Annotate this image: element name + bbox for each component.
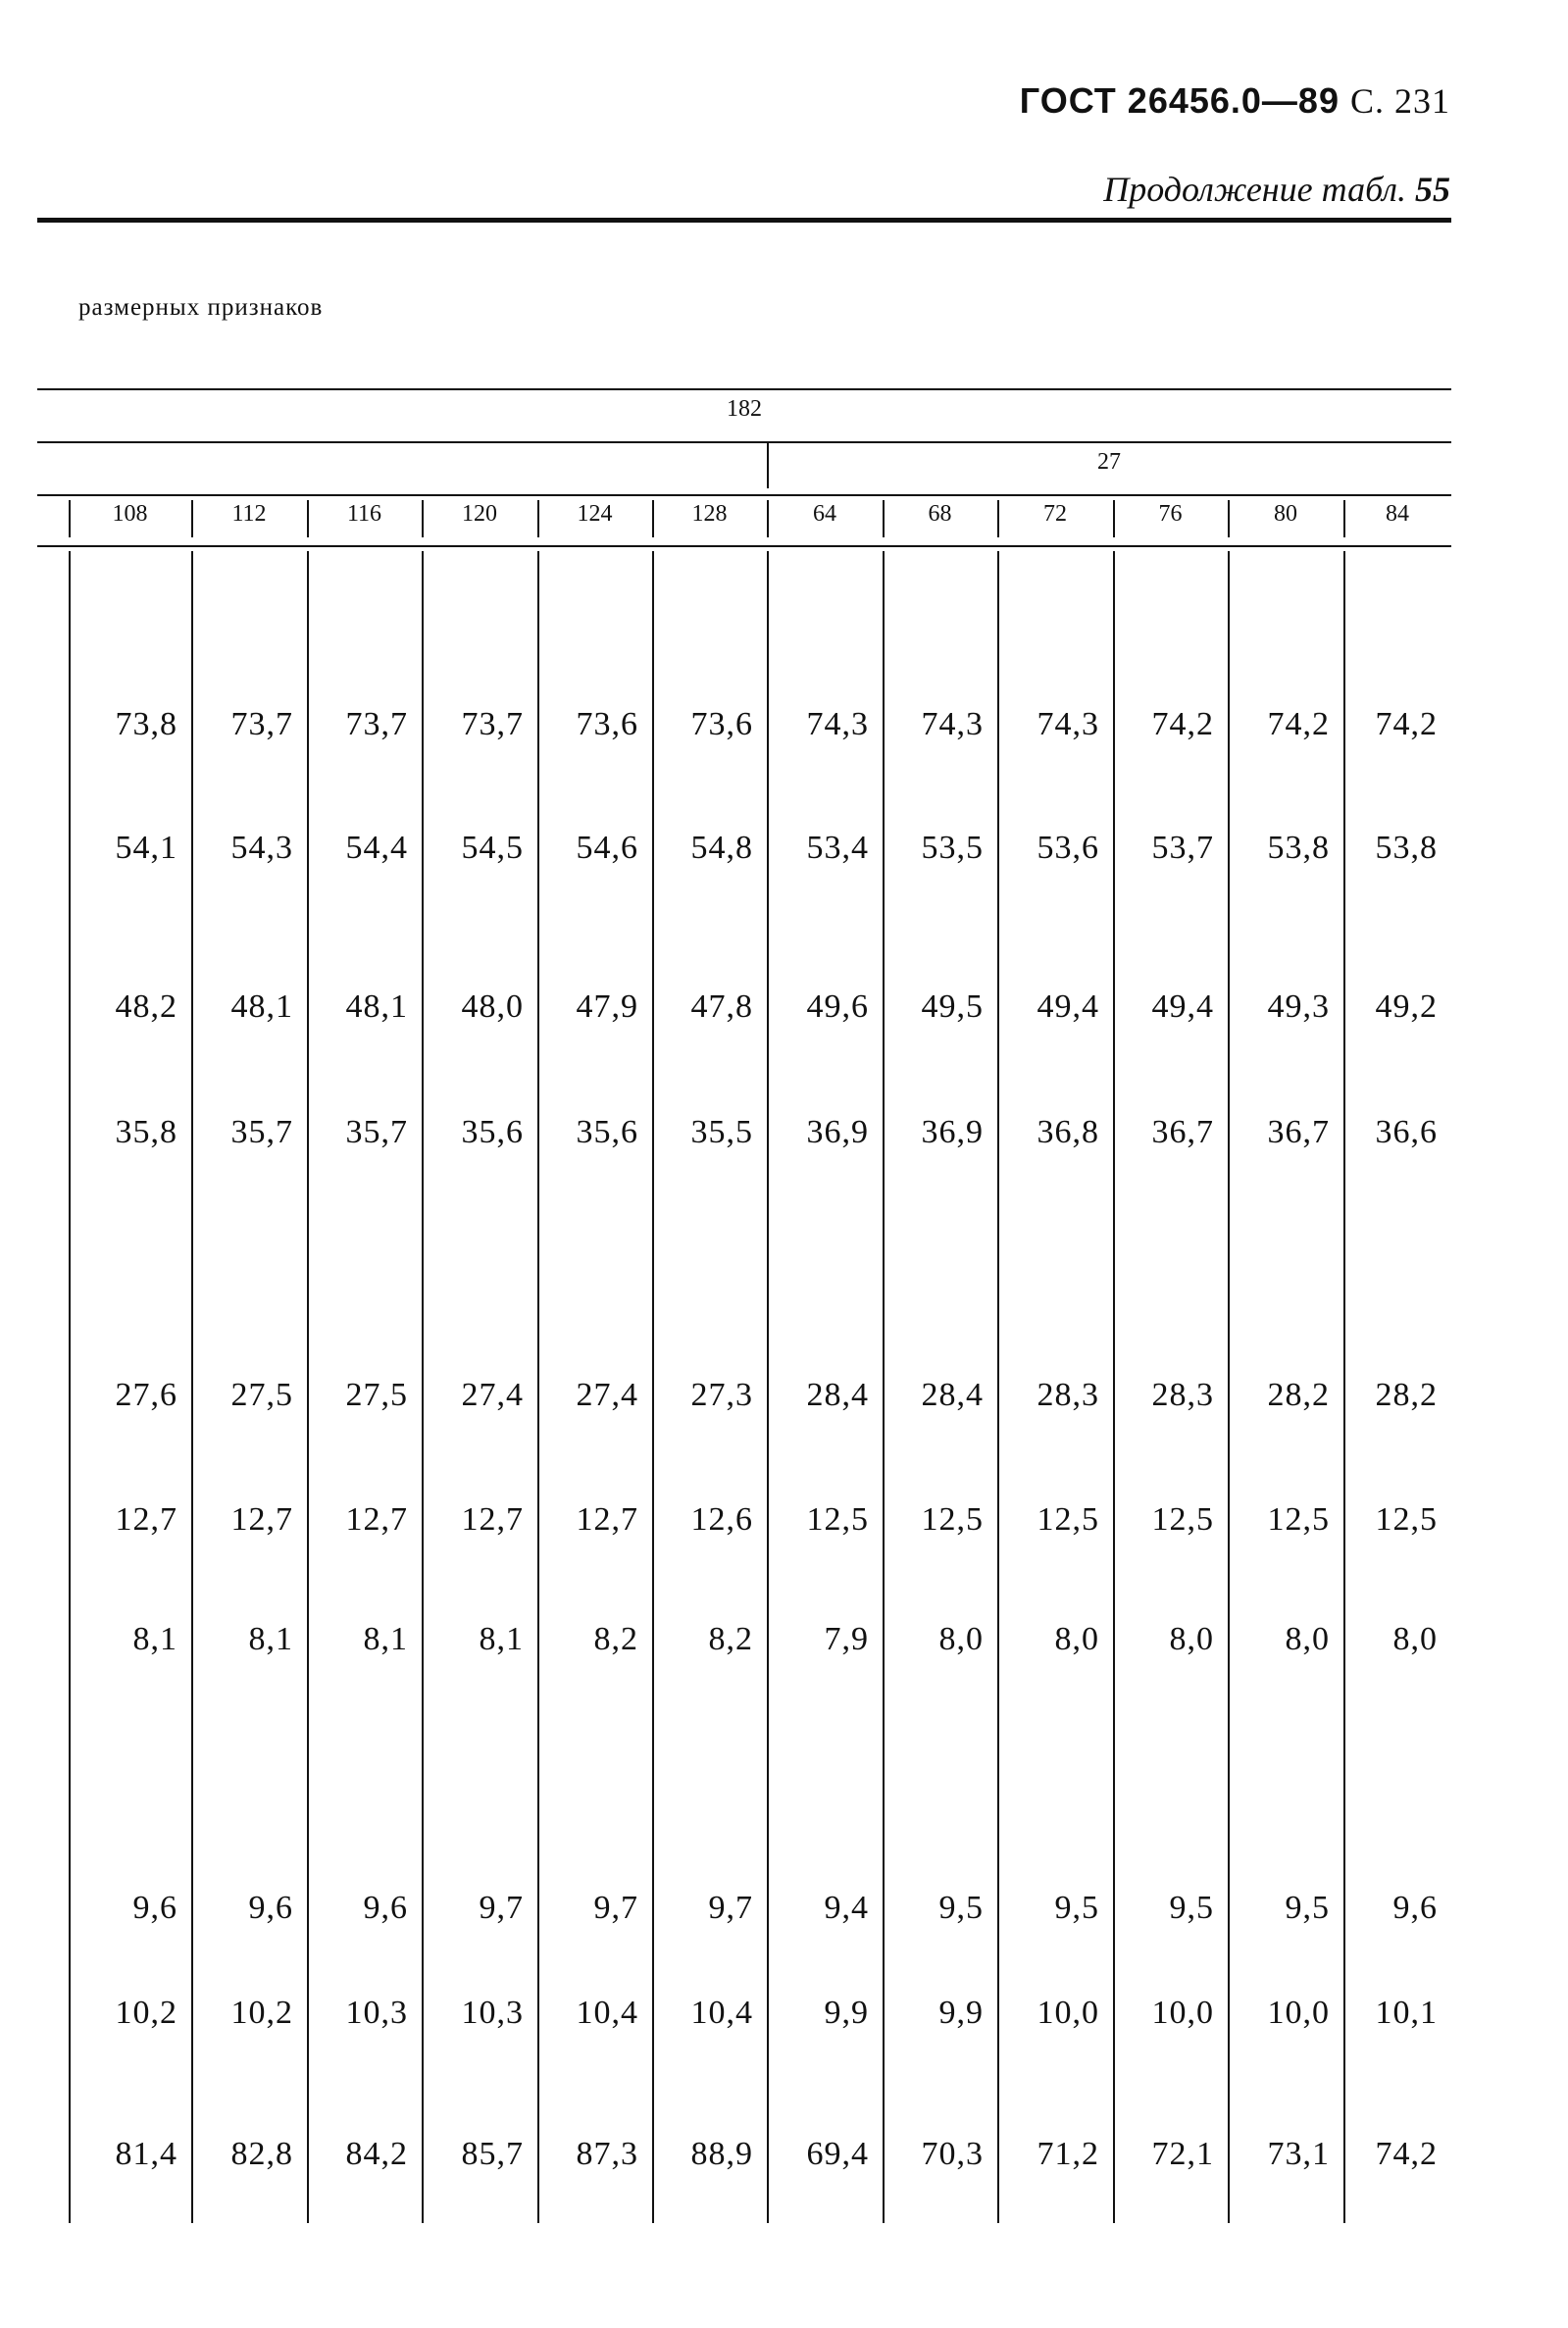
table-cell: 8,1 bbox=[132, 1621, 177, 1657]
table-cell: 8,0 bbox=[1169, 1621, 1214, 1657]
table-cell: 74,2 bbox=[1151, 706, 1214, 742]
table-cell: 8,2 bbox=[708, 1621, 753, 1657]
table-cell: 8,1 bbox=[479, 1621, 524, 1657]
column-header: 76 bbox=[1158, 501, 1183, 527]
table-cell: 49,6 bbox=[806, 988, 869, 1025]
page-number: С. 231 bbox=[1349, 81, 1450, 121]
table-cell: 35,8 bbox=[115, 1114, 177, 1150]
table-cell: 8,1 bbox=[363, 1621, 408, 1657]
table-cell: 72,1 bbox=[1151, 2136, 1214, 2172]
table-cell: 35,6 bbox=[576, 1114, 638, 1150]
table-cell: 10,1 bbox=[1375, 1995, 1438, 2031]
table-cell: 69,4 bbox=[806, 2136, 869, 2172]
table-cell: 48,1 bbox=[345, 988, 408, 1025]
table-cell: 54,1 bbox=[115, 830, 177, 866]
table-cell: 53,8 bbox=[1267, 830, 1330, 866]
table-cell: 27,5 bbox=[345, 1377, 408, 1413]
column-header: 64 bbox=[813, 501, 836, 527]
table-cell: 53,7 bbox=[1151, 830, 1214, 866]
table-cell: 36,7 bbox=[1267, 1114, 1330, 1150]
table-cell: 27,5 bbox=[230, 1377, 293, 1413]
column-header-divider bbox=[307, 500, 309, 537]
table-cell: 27,6 bbox=[115, 1377, 177, 1413]
table-cell: 12,5 bbox=[806, 1501, 869, 1538]
column-header-divider bbox=[191, 500, 193, 537]
table-cell: 8,0 bbox=[1054, 1621, 1099, 1657]
table-cell: 53,6 bbox=[1037, 830, 1099, 866]
column-header: 120 bbox=[462, 501, 497, 527]
table-cell: 74,2 bbox=[1375, 706, 1438, 742]
table-cell: 8,1 bbox=[248, 1621, 293, 1657]
table-cell: 53,5 bbox=[921, 830, 984, 866]
table-cell: 9,9 bbox=[938, 1995, 984, 2031]
table-cell: 49,3 bbox=[1267, 988, 1330, 1025]
table-cell: 84,2 bbox=[345, 2136, 408, 2172]
table-cell: 47,9 bbox=[576, 988, 638, 1025]
table-cell: 35,6 bbox=[461, 1114, 524, 1150]
group-header-182: 182 bbox=[727, 396, 762, 422]
table-cell: 9,4 bbox=[824, 1890, 869, 1926]
table-cell: 54,4 bbox=[345, 830, 408, 866]
table-cell: 10,0 bbox=[1037, 1995, 1099, 2031]
table-cell: 8,0 bbox=[938, 1621, 984, 1657]
table-cell: 70,3 bbox=[921, 2136, 984, 2172]
column-header: 112 bbox=[231, 501, 267, 527]
table-cell: 8,2 bbox=[593, 1621, 638, 1657]
table-rule bbox=[37, 494, 1451, 496]
table-cell: 54,5 bbox=[461, 830, 524, 866]
table-cell: 73,7 bbox=[461, 706, 524, 742]
table-cell: 28,2 bbox=[1375, 1377, 1438, 1413]
table-cell: 28,2 bbox=[1267, 1377, 1330, 1413]
table-caption: размерных признаков bbox=[78, 294, 324, 321]
column-header-divider bbox=[767, 500, 769, 537]
group-header-27: 27 bbox=[1097, 449, 1121, 475]
column-header: 80 bbox=[1274, 501, 1297, 527]
gost-number: ГОСТ 26456.0—89 bbox=[1019, 80, 1340, 121]
table-cell: 9,9 bbox=[824, 1995, 869, 2031]
table-cell: 36,8 bbox=[1037, 1114, 1099, 1150]
table-cell: 36,6 bbox=[1375, 1114, 1438, 1150]
table-cell: 85,7 bbox=[461, 2136, 524, 2172]
table-cell: 71,2 bbox=[1037, 2136, 1099, 2172]
table-cell: 10,4 bbox=[690, 1995, 753, 2031]
table-cell: 10,2 bbox=[230, 1995, 293, 2031]
table-cell: 27,4 bbox=[576, 1377, 638, 1413]
table-cell: 74,3 bbox=[806, 706, 869, 742]
column-header: 84 bbox=[1386, 501, 1409, 527]
column-header-divider bbox=[1343, 500, 1345, 537]
table-cell: 35,5 bbox=[690, 1114, 753, 1150]
table-rule bbox=[37, 388, 1451, 390]
table-number: 55 bbox=[1415, 170, 1450, 209]
column-header-divider bbox=[422, 500, 424, 537]
table-cell: 8,0 bbox=[1285, 1621, 1330, 1657]
table-cell: 10,3 bbox=[345, 1995, 408, 2031]
table-cell: 54,3 bbox=[230, 830, 293, 866]
table-cell: 87,3 bbox=[576, 2136, 638, 2172]
table-cell: 36,9 bbox=[806, 1114, 869, 1150]
column-header: 116 bbox=[346, 501, 382, 527]
table-cell: 12,7 bbox=[115, 1501, 177, 1538]
column-header: 128 bbox=[691, 501, 728, 527]
column-header-divider bbox=[883, 500, 885, 537]
table-cell: 47,8 bbox=[690, 988, 753, 1025]
column-header-divider bbox=[997, 500, 999, 537]
table-cell: 74,2 bbox=[1375, 2136, 1438, 2172]
table-cell: 74,3 bbox=[1037, 706, 1099, 742]
column-header: 124 bbox=[577, 501, 613, 527]
column-header-divider bbox=[1228, 500, 1230, 537]
table-cell: 35,7 bbox=[345, 1114, 408, 1150]
table-cell: 12,5 bbox=[921, 1501, 984, 1538]
table-cell: 28,3 bbox=[1151, 1377, 1214, 1413]
table-cell: 36,7 bbox=[1151, 1114, 1214, 1150]
table-rule bbox=[37, 441, 1451, 443]
table-cell: 28,4 bbox=[921, 1377, 984, 1413]
table-cell: 49,2 bbox=[1375, 988, 1438, 1025]
continuation-label bbox=[1103, 169, 1450, 210]
table-cell: 9,7 bbox=[708, 1890, 753, 1926]
column-header: 72 bbox=[1043, 501, 1067, 527]
table-cell: 74,3 bbox=[921, 706, 984, 742]
table-cell: 9,5 bbox=[1054, 1890, 1099, 1926]
column-header: 108 bbox=[112, 501, 148, 527]
column-header-divider bbox=[69, 500, 71, 537]
table-cell: 49,4 bbox=[1037, 988, 1099, 1025]
table-cell: 27,4 bbox=[461, 1377, 524, 1413]
table-cell: 48,1 bbox=[230, 988, 293, 1025]
header-rule bbox=[37, 218, 1451, 223]
table-rule bbox=[37, 545, 1451, 547]
column-header: 68 bbox=[928, 501, 952, 527]
table-cell: 9,5 bbox=[938, 1890, 984, 1926]
table-cell: 54,6 bbox=[576, 830, 638, 866]
table-cell: 9,6 bbox=[248, 1890, 293, 1926]
table-cell: 49,4 bbox=[1151, 988, 1214, 1025]
table-cell: 73,6 bbox=[576, 706, 638, 742]
column-header-divider bbox=[537, 500, 539, 537]
table-cell: 12,5 bbox=[1151, 1501, 1214, 1538]
table-cell: 9,5 bbox=[1285, 1890, 1330, 1926]
table-cell: 48,2 bbox=[115, 988, 177, 1025]
table-cell: 12,5 bbox=[1037, 1501, 1099, 1538]
table-cell: 7,9 bbox=[824, 1621, 869, 1657]
table-cell: 9,7 bbox=[479, 1890, 524, 1926]
table-cell: 9,6 bbox=[363, 1890, 408, 1926]
table-cell: 10,3 bbox=[461, 1995, 524, 2031]
table-cell: 81,4 bbox=[115, 2136, 177, 2172]
table-cell: 8,0 bbox=[1392, 1621, 1438, 1657]
table-cell: 12,5 bbox=[1267, 1501, 1330, 1538]
table-cell: 9,6 bbox=[132, 1890, 177, 1926]
table-cell: 88,9 bbox=[690, 2136, 753, 2172]
table-cell: 54,8 bbox=[690, 830, 753, 866]
table-cell: 9,5 bbox=[1169, 1890, 1214, 1926]
table-cell: 53,4 bbox=[806, 830, 869, 866]
table-cell: 48,0 bbox=[461, 988, 524, 1025]
table-cell: 73,8 bbox=[115, 706, 177, 742]
table-cell: 74,2 bbox=[1267, 706, 1330, 742]
table-cell: 28,4 bbox=[806, 1377, 869, 1413]
table-cell: 73,6 bbox=[690, 706, 753, 742]
table-cell: 12,6 bbox=[690, 1501, 753, 1538]
table-cell: 9,7 bbox=[593, 1890, 638, 1926]
column-header-divider bbox=[652, 500, 654, 537]
table-cell: 12,7 bbox=[345, 1501, 408, 1538]
table-cell: 73,7 bbox=[230, 706, 293, 742]
document-header bbox=[1020, 80, 1450, 122]
table-cell: 27,3 bbox=[690, 1377, 753, 1413]
table-cell: 82,8 bbox=[230, 2136, 293, 2172]
table-cell: 10,2 bbox=[115, 1995, 177, 2031]
table-cell: 36,9 bbox=[921, 1114, 984, 1150]
table-cell: 73,1 bbox=[1267, 2136, 1330, 2172]
table-cell: 12,7 bbox=[576, 1501, 638, 1538]
table-cell: 28,3 bbox=[1037, 1377, 1099, 1413]
table-cell: 9,6 bbox=[1392, 1890, 1438, 1926]
column-header-divider bbox=[1113, 500, 1115, 537]
table-cell: 10,4 bbox=[576, 1995, 638, 2031]
table-cell: 10,0 bbox=[1267, 1995, 1330, 2031]
table-cell: 73,7 bbox=[345, 706, 408, 742]
table-cell: 10,0 bbox=[1151, 1995, 1214, 2031]
table-cell: 12,5 bbox=[1375, 1501, 1438, 1538]
table-cell: 12,7 bbox=[230, 1501, 293, 1538]
table-cell: 12,7 bbox=[461, 1501, 524, 1538]
table-cell: 53,8 bbox=[1375, 830, 1438, 866]
continuation-text: Продолжение табл. bbox=[1103, 170, 1406, 209]
table-cell: 35,7 bbox=[230, 1114, 293, 1150]
table-cell: 49,5 bbox=[921, 988, 984, 1025]
